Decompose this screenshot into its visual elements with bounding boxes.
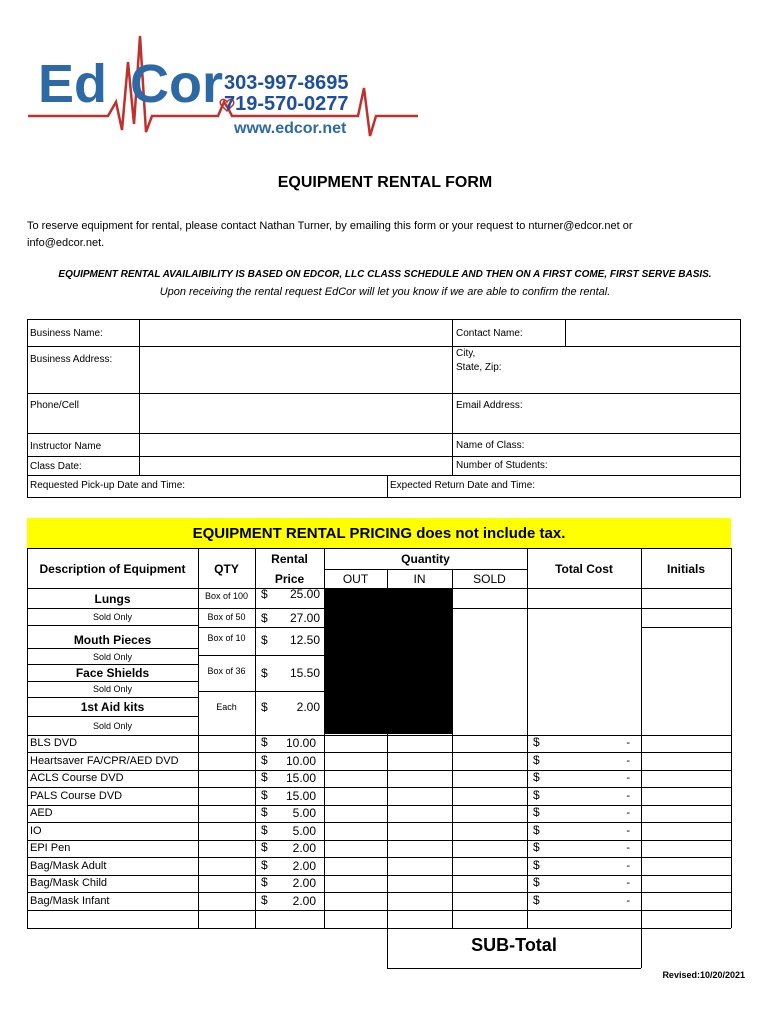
- logo-phone-1: 303-997-8695: [224, 72, 349, 94]
- qty-option: Each: [216, 702, 237, 712]
- instructor-name-field[interactable]: [140, 434, 451, 455]
- currency-sign: $: [261, 735, 268, 749]
- sold-only-note: Sold Only: [92, 684, 133, 694]
- item-name: EPI Pen: [30, 842, 71, 854]
- currency-sign: $: [261, 788, 268, 802]
- rental-price: 15.50: [289, 666, 320, 680]
- item-name: BLS DVD: [30, 737, 78, 749]
- rental-price: 10.00: [285, 736, 316, 750]
- revised-date: Revised:10/20/2021: [662, 970, 745, 980]
- header-description: Description of Equipment: [39, 562, 186, 576]
- business-name-label: Business Name:: [30, 328, 103, 339]
- header-in: IN: [413, 572, 426, 586]
- qty-option: Box of 36: [207, 666, 246, 676]
- currency-sign: $: [261, 587, 268, 601]
- class-date-label: Class Date:: [30, 461, 82, 472]
- qty-option: Box of 10: [207, 633, 246, 643]
- contact-name-label: Contact Name:: [456, 328, 523, 339]
- rental-price: 10.00: [285, 754, 316, 768]
- header-price: Price: [274, 572, 305, 586]
- state-zip-label: State, Zip:: [456, 362, 502, 373]
- currency-sign: $: [261, 893, 268, 907]
- total-cost-value: -: [626, 877, 630, 889]
- rental-price: 27.00: [289, 611, 320, 625]
- rental-price: 25.00: [289, 587, 320, 601]
- business-address-label: Business Address:: [30, 354, 113, 365]
- item-name: Heartsaver FA/CPR/AED DVD: [30, 755, 179, 767]
- currency-sign: $: [261, 633, 268, 647]
- header-sold: SOLD: [473, 572, 506, 586]
- rental-price: 2.00: [292, 859, 316, 873]
- sold-only-note: Sold Only: [92, 652, 133, 662]
- total-currency-sign: $: [533, 788, 540, 802]
- item-name: AED: [30, 807, 53, 819]
- total-currency-sign: $: [533, 823, 540, 837]
- item-name: Bag/Mask Infant: [30, 895, 110, 907]
- intro-line-2: info@edcor.net.: [27, 237, 105, 249]
- rental-price: 5.00: [292, 806, 316, 820]
- rental-price: 2.00: [292, 876, 316, 890]
- city-state-zip-field[interactable]: [520, 347, 740, 392]
- qty-option: Box of 50: [207, 612, 246, 622]
- contact-name-field[interactable]: [566, 320, 740, 345]
- sold-only-note: Sold Only: [92, 721, 133, 731]
- total-currency-sign: $: [533, 770, 540, 784]
- pricing-banner-text: EQUIPMENT RENTAL PRICING does not include tax.: [192, 525, 566, 542]
- total-currency-sign: $: [533, 858, 540, 872]
- rental-price: 2.00: [292, 841, 316, 855]
- header-qty: QTY: [214, 562, 239, 576]
- header-out: OUT: [342, 572, 369, 586]
- logo-phone-2: 719-570-0277: [224, 93, 349, 115]
- rental-price: 12.50: [289, 633, 320, 647]
- qty-option: Box of 100: [204, 591, 249, 601]
- header-rental: Rental: [271, 552, 308, 566]
- currency-sign: $: [261, 666, 268, 680]
- currency-sign: $: [261, 700, 268, 714]
- item-name: ACLS Course DVD: [30, 772, 124, 784]
- item-name: Lungs: [94, 592, 131, 606]
- number-of-students-label: Number of Students:: [456, 460, 548, 471]
- name-of-class-label: Name of Class:: [456, 440, 525, 451]
- currency-sign: $: [261, 805, 268, 819]
- item-name: PALS Course DVD: [30, 790, 123, 802]
- rental-price: 15.00: [285, 789, 316, 803]
- edcor-logo: [28, 32, 418, 152]
- total-cost-value: -: [626, 755, 630, 767]
- total-currency-sign: $: [533, 735, 540, 749]
- total-cost-value: -: [626, 860, 630, 872]
- header-quantity: Quantity: [401, 552, 450, 566]
- name-of-class-field[interactable]: [530, 434, 740, 455]
- currency-sign: $: [261, 770, 268, 784]
- logo-ed: Ed: [38, 54, 108, 114]
- phone-cell-label: Phone/Cell: [30, 400, 79, 411]
- total-currency-sign: $: [533, 893, 540, 907]
- notice-line-1: EQUIPMENT RENTAL AVAILAIBILITY IS BASED ON EDCOR, LLC CLASS SCHEDULE AND THEN ON A FIRST COME, FIRST SERVE BASIS.: [58, 269, 712, 280]
- total-cost-value: -: [626, 895, 630, 907]
- currency-sign: $: [261, 858, 268, 872]
- rental-price: 2.00: [296, 700, 320, 714]
- total-currency-sign: $: [533, 805, 540, 819]
- rental-price: 15.00: [285, 771, 316, 785]
- logo-website: www.edcor.net: [234, 120, 347, 137]
- header-total-cost: Total Cost: [555, 562, 613, 576]
- total-currency-sign: $: [533, 753, 540, 767]
- currency-sign: $: [261, 823, 268, 837]
- page-title: EQUIPMENT RENTAL FORM: [277, 174, 493, 191]
- redaction-block: [325, 589, 452, 734]
- business-address-field[interactable]: [140, 347, 451, 392]
- item-name: Face Shields: [75, 666, 150, 680]
- rental-price: 2.00: [292, 894, 316, 908]
- currency-sign: $: [261, 611, 268, 625]
- email-address-label: Email Address:: [456, 400, 523, 411]
- currency-sign: $: [261, 840, 268, 854]
- business-name-field[interactable]: [140, 320, 451, 345]
- subtotal-label: SUB-Total: [471, 935, 557, 955]
- notice-line-2: Upon receiving the rental request EdCor will let you know if we are able to confirm the rental.: [159, 286, 611, 298]
- total-cost-value: -: [626, 790, 630, 802]
- header-initials: Initials: [666, 562, 705, 576]
- return-label: Expected Return Date and Time:: [390, 480, 536, 491]
- item-name: IO: [30, 825, 42, 837]
- rental-price: 5.00: [292, 824, 316, 838]
- intro-line-1: To reserve equipment for rental, please contact Nathan Turner, by emailing this form or your request to nturner@edcor.net or: [27, 220, 633, 232]
- total-currency-sign: $: [533, 840, 540, 854]
- email-address-field[interactable]: [530, 394, 740, 432]
- total-currency-sign: $: [533, 875, 540, 889]
- currency-sign: $: [261, 875, 268, 889]
- number-of-students-field[interactable]: [560, 457, 740, 474]
- total-cost-value: -: [626, 825, 630, 837]
- total-cost-value: -: [626, 772, 630, 784]
- instructor-name-label: Instructor Name: [30, 441, 102, 452]
- item-name: Bag/Mask Adult: [30, 860, 107, 872]
- total-cost-value: -: [626, 842, 630, 854]
- total-cost-value: -: [626, 737, 630, 749]
- currency-sign: $: [261, 753, 268, 767]
- item-name: Mouth Pieces: [73, 633, 152, 647]
- total-cost-value: -: [626, 807, 630, 819]
- pickup-label: Requested Pick-up Date and Time:: [30, 480, 186, 491]
- logo-cor: Cor: [130, 54, 223, 114]
- item-name: Bag/Mask Child: [30, 877, 108, 889]
- phone-cell-field[interactable]: [140, 394, 451, 432]
- class-date-field[interactable]: [140, 457, 451, 474]
- sold-only-note: Sold Only: [92, 612, 133, 622]
- city-label: City,: [456, 348, 476, 359]
- item-name: 1st Aid kits: [80, 700, 145, 714]
